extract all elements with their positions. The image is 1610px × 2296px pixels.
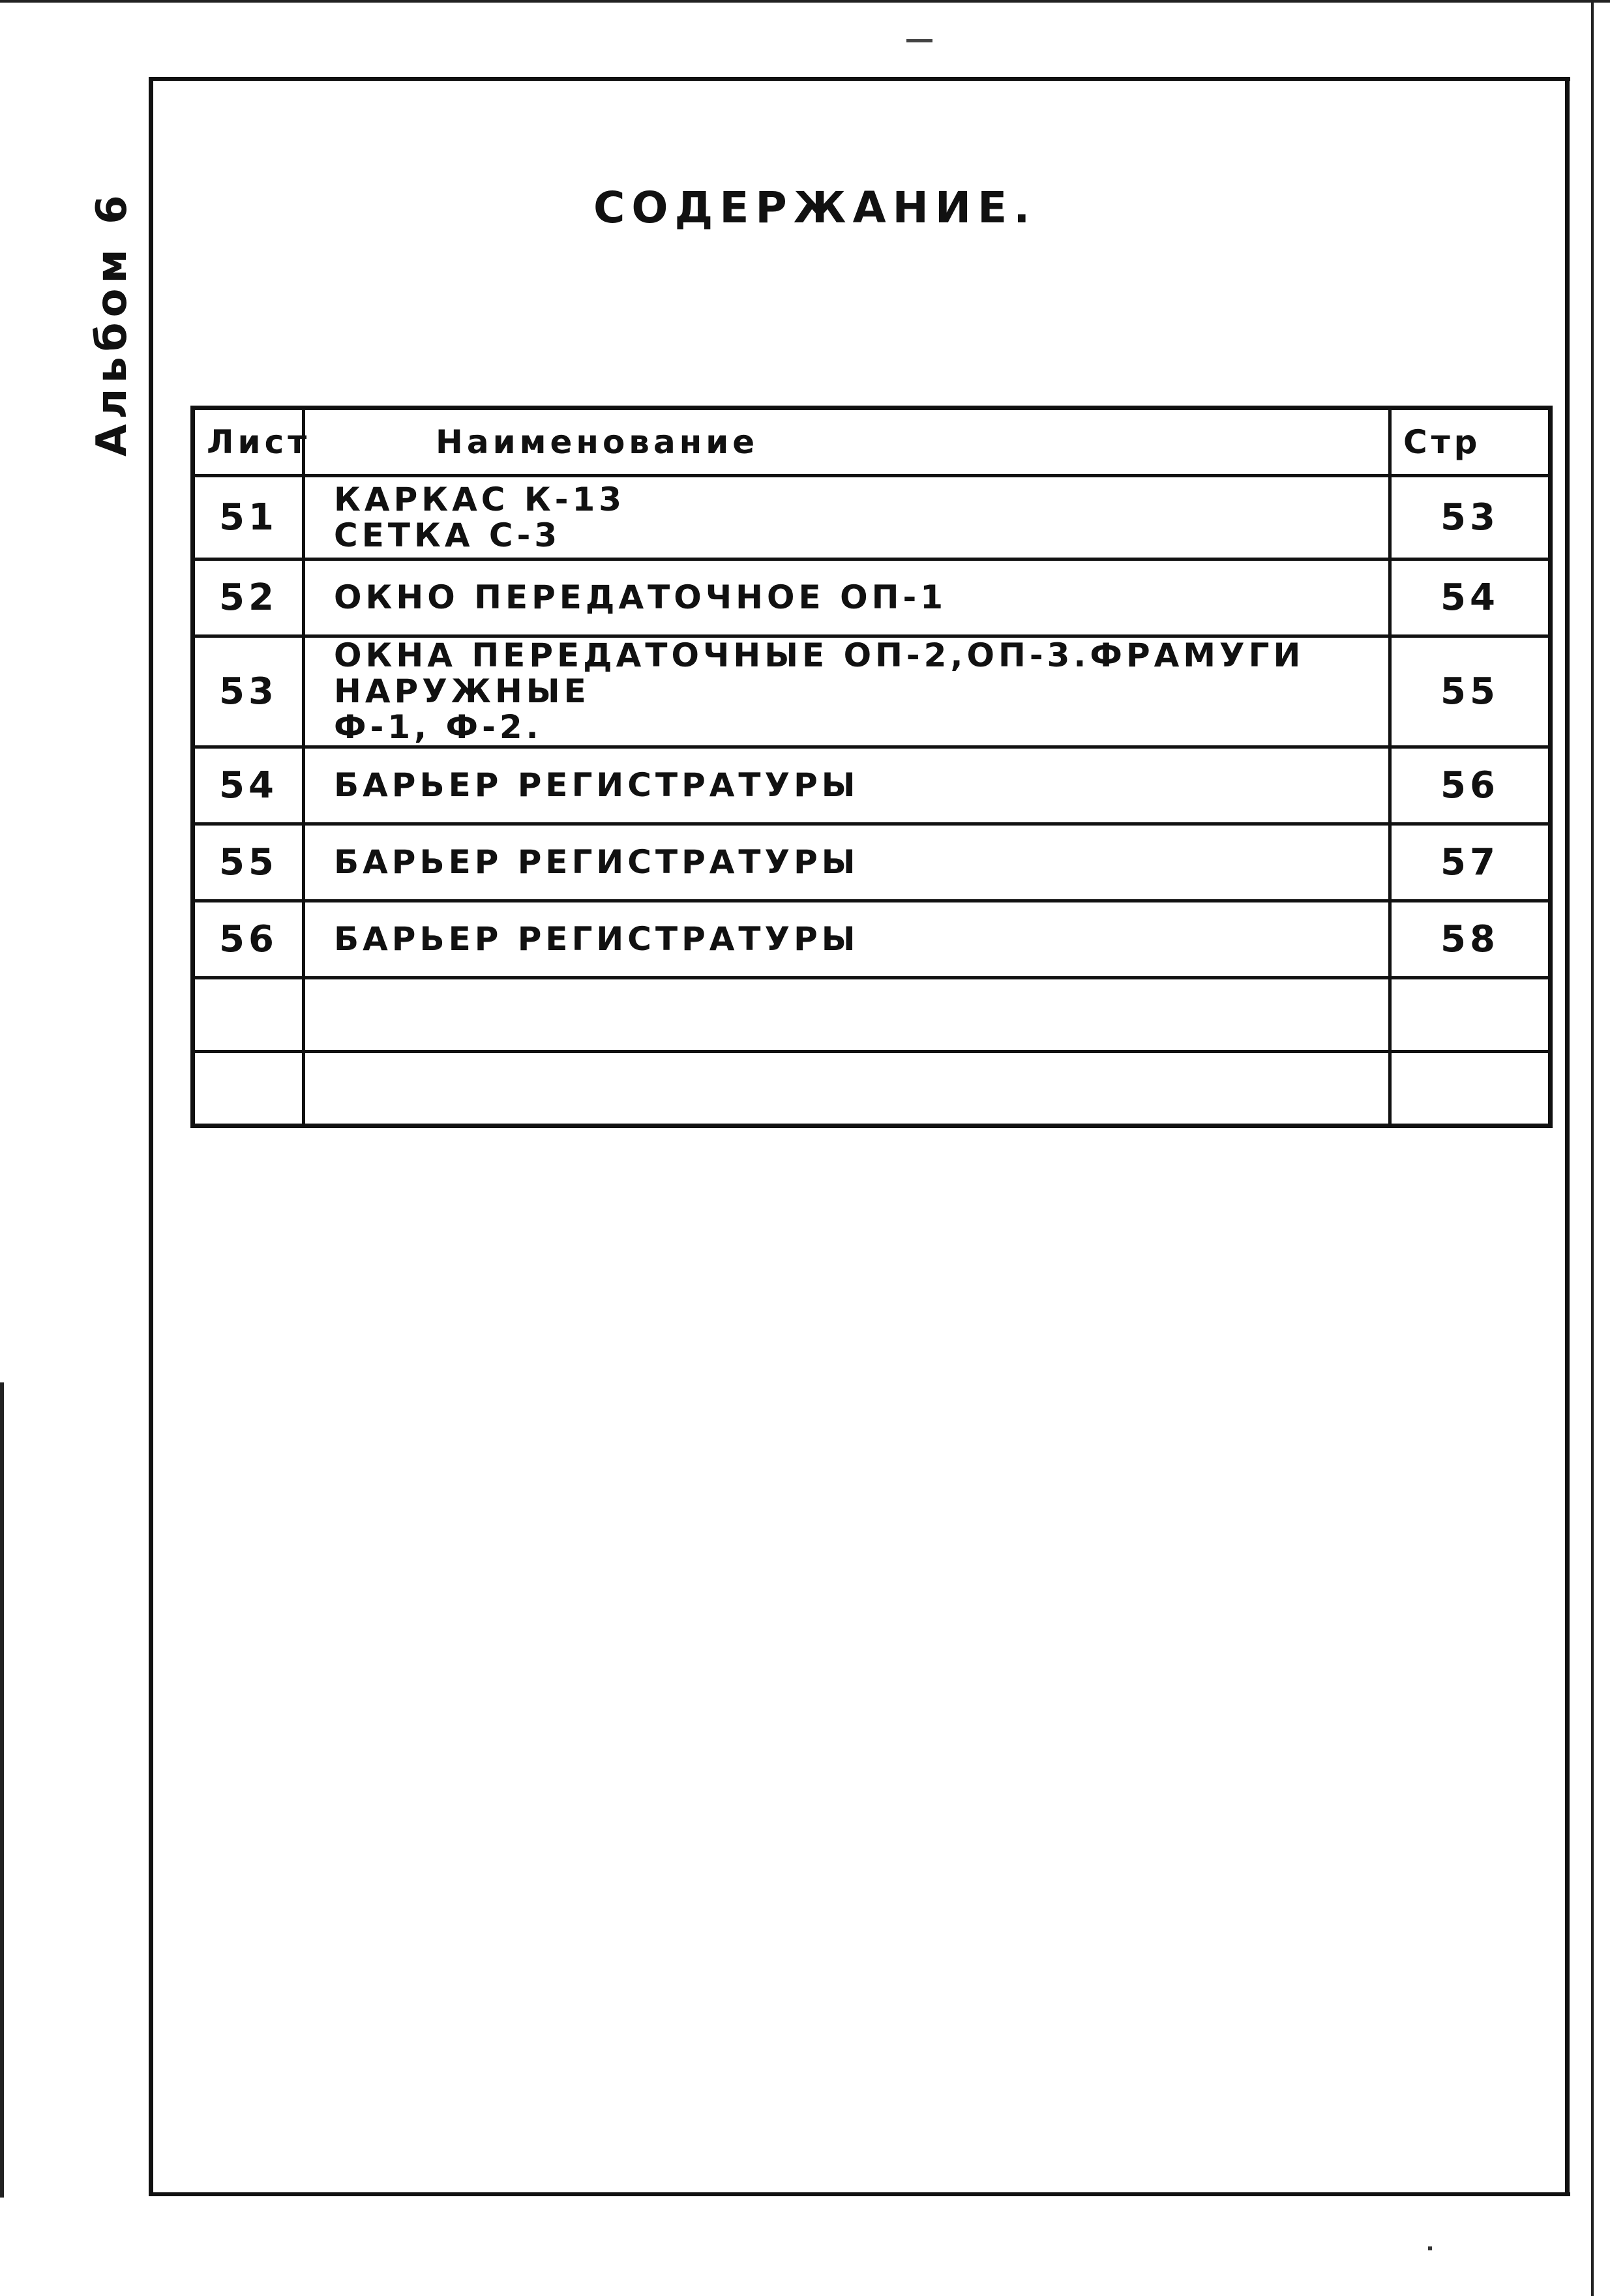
empty-cell: [193, 1052, 304, 1126]
item-name: [304, 901, 1390, 978]
empty-table-row: [193, 978, 1551, 1052]
header-sheet: Лист: [193, 408, 304, 476]
page-number: 56: [1390, 747, 1551, 824]
empty-table-row: [193, 1052, 1551, 1126]
sheet-number: 56: [193, 901, 304, 978]
header-page: Стр: [1390, 408, 1551, 476]
sheet-number: 52: [193, 559, 304, 636]
table-row: [193, 747, 1551, 824]
table-row: [193, 559, 1551, 636]
sheet-number: 54: [193, 747, 304, 824]
item-name: [304, 824, 1390, 901]
empty-cell: [193, 978, 304, 1052]
table-row: [193, 824, 1551, 901]
scan-speck: [1428, 2246, 1432, 2250]
item-name-line: Ф-1, Ф-2.: [334, 708, 543, 746]
header-name: Наименование: [304, 408, 1390, 476]
scan-left-edge: [0, 1382, 4, 2198]
item-name-line: БАРЬЕР РЕГИСТРАТУРЫ: [334, 920, 859, 958]
drawing-frame: [149, 77, 1570, 2196]
scan-mark: [906, 39, 932, 42]
table-row: [193, 636, 1551, 747]
page-number: 58: [1390, 901, 1551, 978]
item-name-line: БАРЬЕР РЕГИСТРАТУРЫ: [334, 766, 859, 804]
table-row: [193, 476, 1551, 559]
item-name-line: ОКНА ПЕРЕДАТОЧНЫЕ ОП-2,ОП-3.ФРАМУГИ НАРУЖНЫЕ: [334, 636, 1305, 710]
item-name-line: БАРЬЕР РЕГИСТРАТУРЫ: [334, 843, 859, 881]
page-number: 54: [1390, 559, 1551, 636]
table-row: [193, 901, 1551, 978]
page-title: СОДЕРЖАНИЕ.: [593, 183, 1037, 233]
drawing-frame-right-edge: [1565, 77, 1570, 2196]
item-name-line: КАРКАС К-13: [334, 480, 626, 518]
item-name: [304, 476, 1390, 559]
empty-cell: [1390, 978, 1551, 1052]
table-header-row: [193, 408, 1551, 476]
item-name: [304, 747, 1390, 824]
contents-table: [190, 406, 1553, 1128]
album-label: Альбом 6: [88, 190, 136, 456]
item-name: [304, 559, 1390, 636]
scan-top-border: [0, 0, 1610, 7]
item-name: [304, 636, 1390, 747]
page-number: 57: [1390, 824, 1551, 901]
empty-cell: [1390, 1052, 1551, 1126]
empty-cell: [304, 1052, 1390, 1126]
item-name-line: ОКНО ПЕРЕДАТОЧНОЕ ОП-1: [334, 578, 947, 616]
empty-cell: [304, 978, 1390, 1052]
sheet-number: 53: [193, 636, 304, 747]
sheet-outer-edge: [1591, 0, 1594, 2296]
sheet-number: 51: [193, 476, 304, 559]
sheet-number: 55: [193, 824, 304, 901]
page-number: 53: [1390, 476, 1551, 559]
item-name-line: СЕТКА С-3: [334, 516, 561, 554]
page-number: 55: [1390, 636, 1551, 747]
